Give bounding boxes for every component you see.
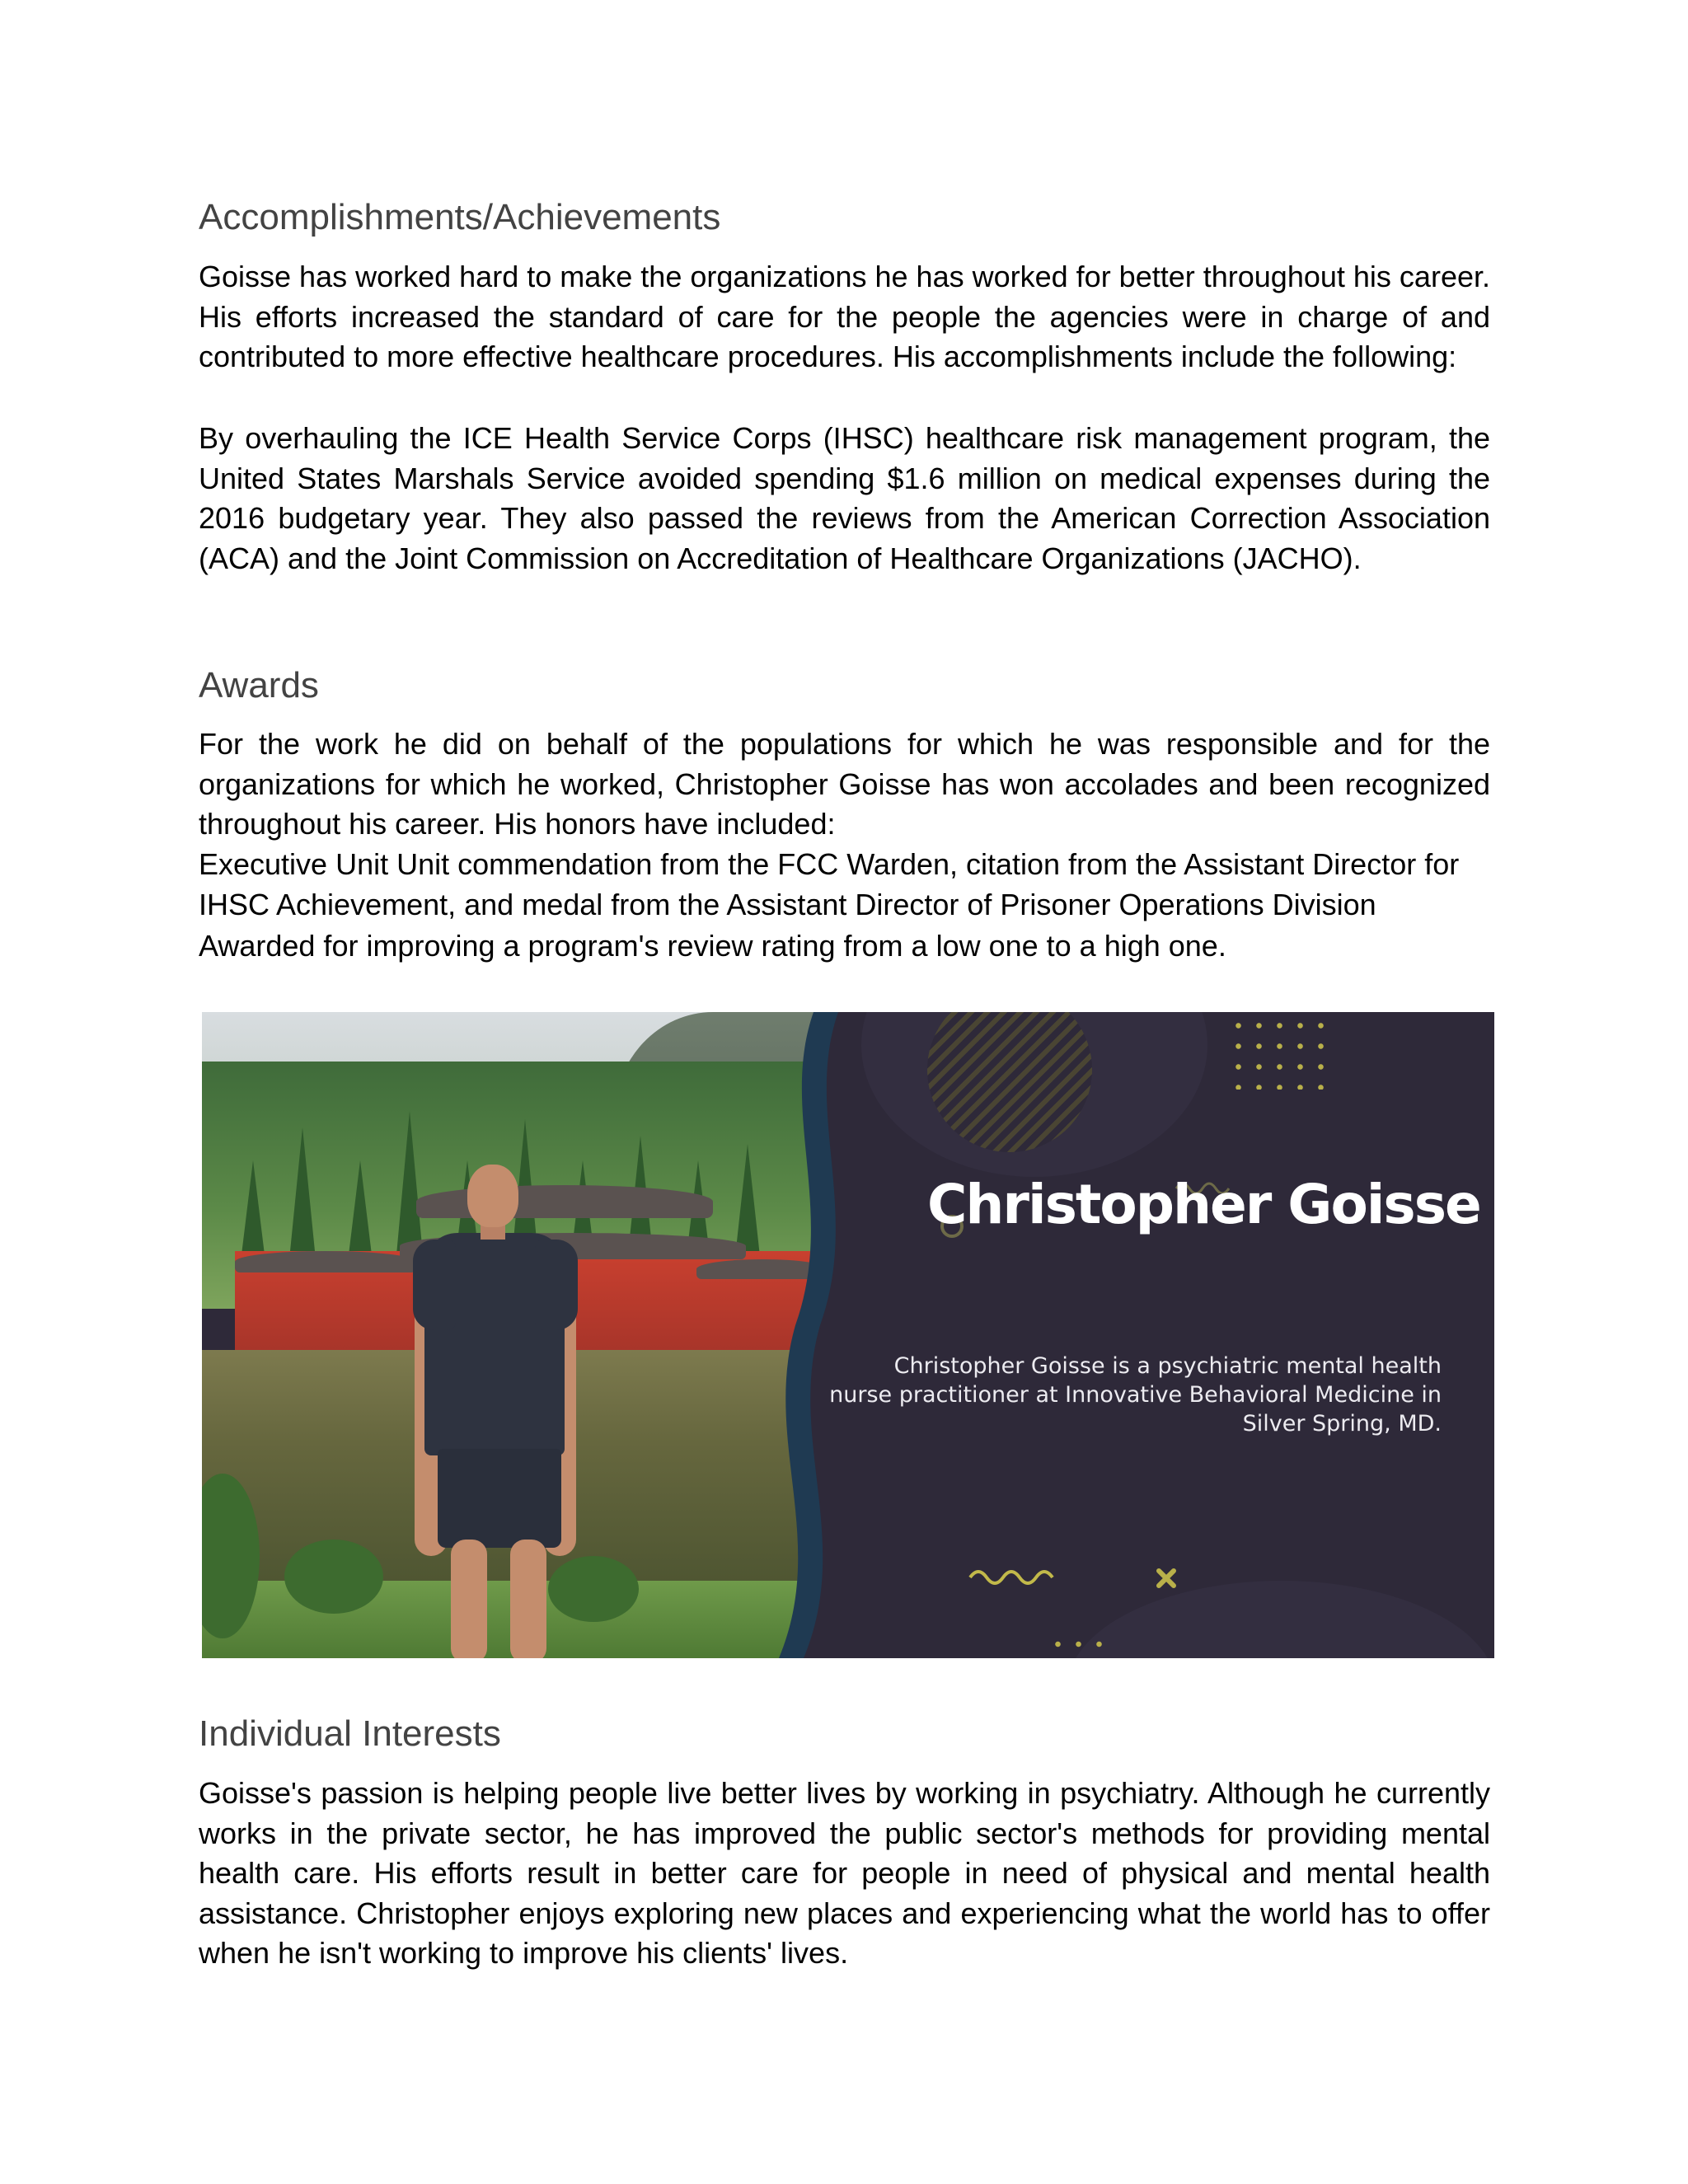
squiggle-decoration [968,1564,1059,1586]
accomplishments-paragraph: Goisse has worked hard to make the organizations he has worked for better throughout his career. His efforts increased the standard of care for the people the agencies were in charge of and contributed to more effective healthcare procedures. His accomplishments include the following: [199,260,1490,374]
banner-wave-divider [202,1012,1494,1658]
awards-paragraph: For the work he did on behalf of the populations for which he was responsible and for the organizations for which he worked, Christopher Goisse has won accolades and been recognized throughout his career. His honors have included: [199,727,1490,841]
awards-paragraph: Awarded for improving a program's review rating from a low one to a high one. [199,929,1226,963]
cross-decoration [1154,1566,1179,1591]
interests-heading: Individual Interests [199,1713,501,1754]
profile-banner-image [202,1012,1494,1658]
awards-paragraph: Executive Unit Unit commendation from the FCC Warden, citation from the Assistant Director for IHSC Achievement, and medal from the Assistant Director of Prisoner Operations Division [199,847,1460,921]
dot-grid-decoration [1228,1015,1327,1090]
accomplishments-heading: Accomplishments/Achievements [199,197,721,237]
banner-description: Christopher Goisse is a psychiatric mental health nurse practitioner at Innovative Behavioral Medicine in Silver Spring, MD. [829,1353,1442,1436]
accomplishments-paragraph: By overhauling the ICE Health Service Corps (IHSC) healthcare risk management program, the United States Marshals Service avoided spending $1.6 million on medical expenses during the 2016 budgetary year. They also passed the reviews from the American Correction Association (ACA) and the Joint Commission on Accreditation of Healthcare Organizations (JACHO). [199,421,1490,575]
dot-row-decoration [1048,1636,1109,1652]
banner-name: Christopher Goisse [927,1173,1480,1236]
awards-heading: Awards [199,665,319,705]
interests-paragraph: Goisse's passion is helping people live better lives by working in psychiatry. Although he currently works in the private sector, he has improved the public sector's methods for providing mental health care. His efforts result in better care for people in need of physical and mental health assistance. Christopher enjoys exploring new places and experiencing what the world has to offer when he isn't working to improve his clients' lives. [199,1776,1490,1971]
